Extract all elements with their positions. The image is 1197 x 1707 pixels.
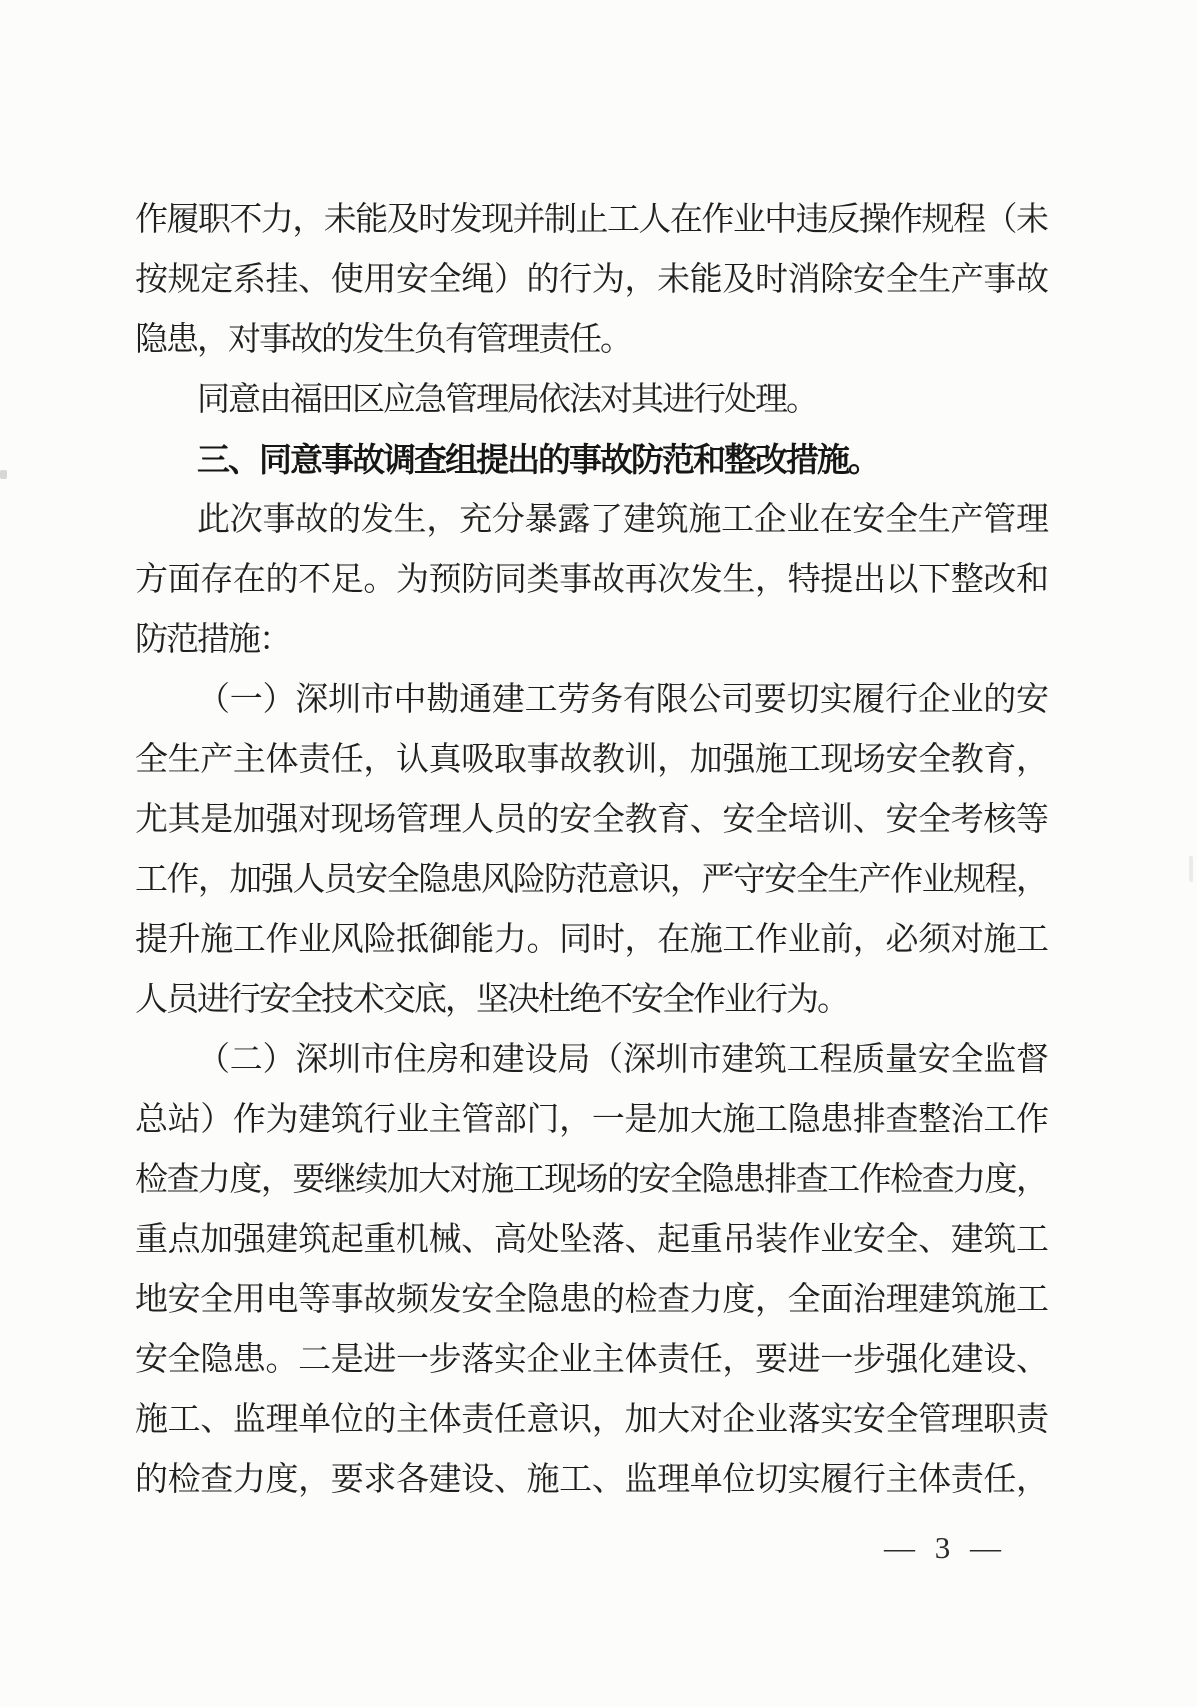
text-line: 重点加强建筑起重机械、高处坠落、起重吊装作业安全、建筑工 <box>135 1222 1047 1258</box>
text-line: 此次事故的发生，充分暴露了建筑施工企业在安全生产管理 <box>197 502 1047 538</box>
text-line: 安全隐患。二是进一步落实企业主体责任，要进一步强化建设、 <box>135 1342 1047 1378</box>
page-number: — 3 — <box>884 1530 1007 1565</box>
text-line: 人员进行安全技术交底，坚决杜绝不安全作业行为。 <box>135 982 848 1018</box>
text-line: 检查力度，要继续加大对施工现场的安全隐患排查工作检查力度， <box>135 1162 1047 1198</box>
text-line: 尤其是加强对现场管理人员的安全教育、安全培训、安全考核等 <box>135 802 1047 838</box>
scan-artifact <box>0 470 7 479</box>
text-line: 地安全用电等事故频发安全隐患的检查力度，全面治理建筑施工 <box>135 1282 1047 1318</box>
text-line: 的检查力度，要求各建设、施工、监理单位切实履行主体责任， <box>135 1462 1047 1498</box>
text-line: 工作，加强人员安全隐患风险防范意识，严守安全生产作业规程， <box>135 862 1047 898</box>
scan-artifact <box>1189 856 1193 882</box>
text-line: 方面存在的不足。为预防同类事故再次发生，特提出以下整改和 <box>135 562 1047 598</box>
document-body <box>135 190 1047 1510</box>
text-line: 防范措施： <box>135 622 290 658</box>
section-heading: 三、同意事故调查组提出的事故防范和整改措施。 <box>197 441 879 478</box>
text-line: 隐患，对事故的发生负有管理责任。 <box>135 322 631 358</box>
text-line: 施工、监理单位的主体责任意识，加大对企业落实安全管理职责 <box>135 1402 1047 1438</box>
text-line: （二）深圳市住房和建设局（深圳市建筑工程质量安全监督 <box>197 1042 1047 1078</box>
text-line: （一）深圳市中勘通建工劳务有限公司要切实履行企业的安 <box>197 682 1047 718</box>
text-line: 全生产主体责任，认真吸取事故教训，加强施工现场安全教育， <box>135 742 1047 778</box>
text-line: 作履职不力，未能及时发现并制止工人在作业中违反操作规程（未 <box>135 202 1047 238</box>
text-line: 按规定系挂、使用安全绳）的行为，未能及时消除安全生产事故 <box>135 262 1047 298</box>
text-line: 总站）作为建筑行业主管部门，一是加大施工隐患排查整治工作 <box>135 1102 1047 1138</box>
text-line: 同意由福田区应急管理局依法对其进行处理。 <box>197 382 817 418</box>
text-line: 提升施工作业风险抵御能力。同时，在施工作业前，必须对施工 <box>135 922 1047 958</box>
